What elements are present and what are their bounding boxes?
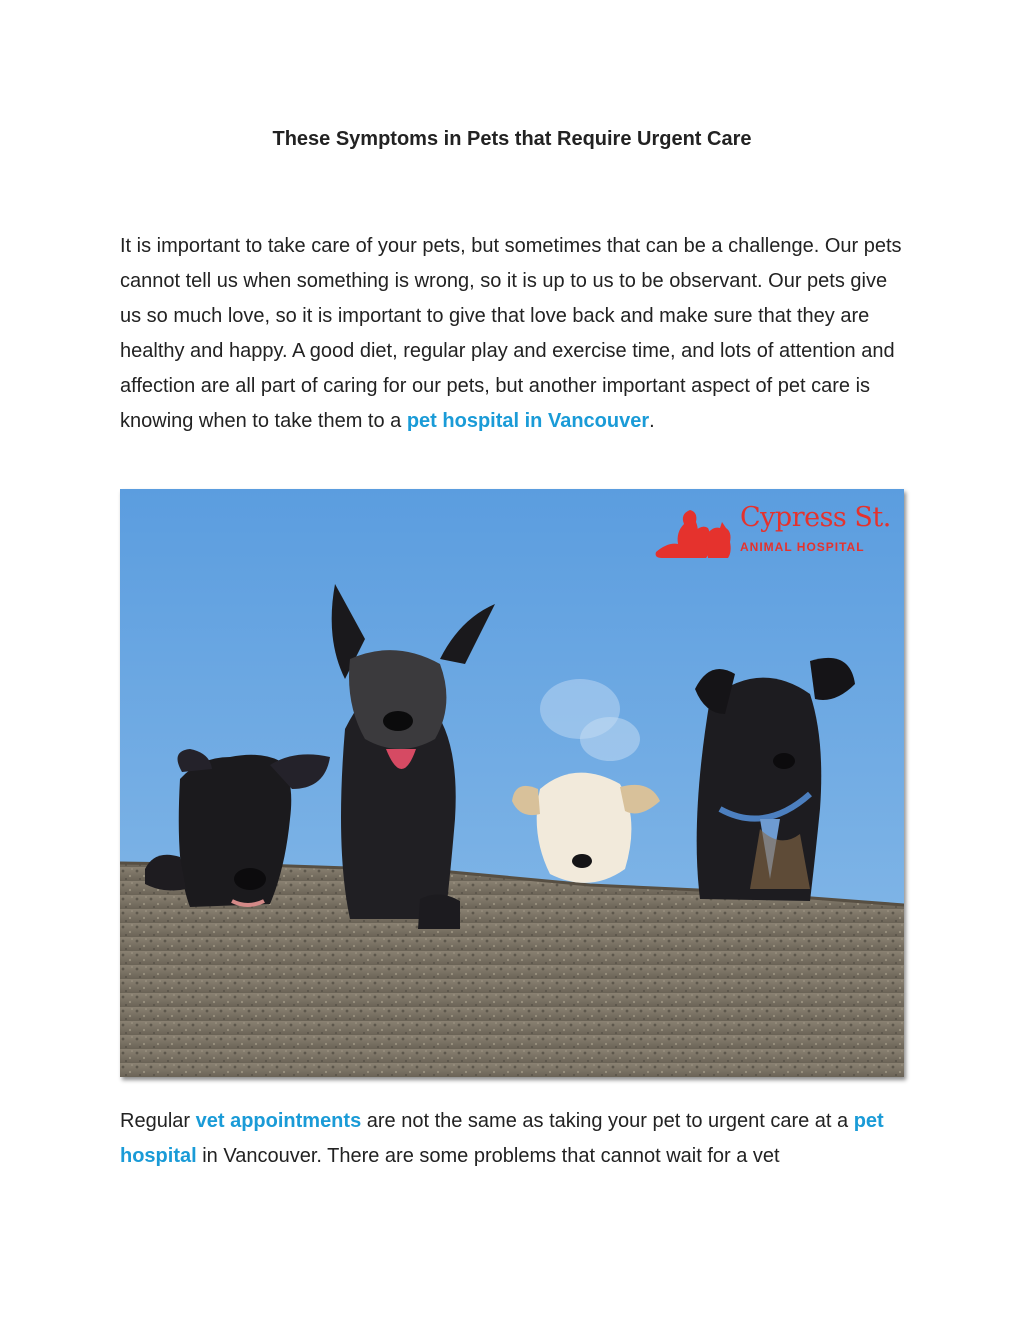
vet-appointments-link[interactable]: vet appointments xyxy=(195,1110,362,1132)
p2-part1: Regular xyxy=(120,1110,196,1132)
pet-hospital-vancouver-link[interactable]: pet hospital in Vancouver xyxy=(406,410,650,432)
logo-subtitle: ANIMAL HOSPITAL xyxy=(740,540,865,554)
pets-logo-icon xyxy=(650,502,738,560)
logo-name: Cypress St. xyxy=(740,502,891,533)
p2-part3: in Vancouver. There are some problems that cannot wait for a vet xyxy=(196,1145,780,1167)
intro-text: It is important to take care of your pets, but sometimes that can be a challenge. Our pets cannot tell us when something is wrong, so it is up to us to be observant. Our pets give us so much love, so it is important to give that love back and make sure that they are healthy and happy. A good diet, regular play and exercise time, and lots of attention and affection are all part of caring for our pets, but another important aspect of pet care is knowing when to take them to a xyxy=(120,235,902,432)
dogs-illustration xyxy=(120,489,904,1077)
intro-end: . xyxy=(649,410,655,432)
p2-part2: are not the same as taking your pet to urgent care at a xyxy=(361,1110,854,1132)
pet-hospital-link[interactable]: pet hospital xyxy=(120,1110,884,1167)
dogs-photo xyxy=(120,489,904,1077)
intro-paragraph xyxy=(120,229,910,439)
page-title: These Symptoms in Pets that Require Urgent Care xyxy=(272,128,752,150)
cypress-logo xyxy=(650,500,890,562)
second-paragraph xyxy=(120,1104,910,1174)
